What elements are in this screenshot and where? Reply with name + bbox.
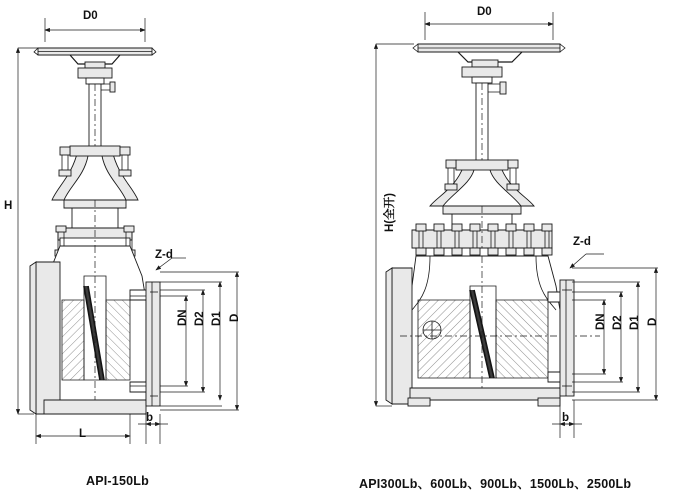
left-label-d: D: [229, 313, 241, 322]
right-label-d0: D0: [477, 6, 492, 18]
right-label-b: b: [562, 412, 570, 424]
left-stem-assembly: [78, 68, 115, 150]
right-stem-assembly: [462, 67, 506, 165]
left-label-d0: D0: [83, 10, 98, 22]
left-label-d2: D2: [194, 311, 206, 326]
right-label-h: H(全开): [384, 193, 396, 232]
right-label-d: D: [647, 317, 659, 326]
left-valve-body: [30, 246, 146, 414]
right-zd-leader: [570, 254, 604, 268]
right-bore-dimensions: [572, 268, 658, 400]
left-label-l: L: [79, 428, 87, 440]
right-valve-group: [376, 12, 658, 438]
right-label-d2: D2: [612, 315, 624, 330]
right-label-dn: DN: [595, 313, 607, 330]
right-label-d1: D1: [629, 315, 641, 330]
right-handwheel: [413, 44, 565, 67]
left-label-b: b: [146, 412, 154, 424]
right-bonnet: [412, 206, 552, 255]
left-label-h: H: [4, 200, 13, 212]
right-label-zd: Z-d: [573, 236, 591, 248]
left-bore-dimensions: [160, 272, 239, 410]
left-label-d1: D1: [211, 311, 223, 326]
left-handwheel: [34, 48, 156, 68]
left-label-dn: DN: [177, 309, 189, 326]
left-label-zd: Z-d: [155, 249, 173, 261]
right-figure-caption: API300Lb、600Lb、900Lb、1500Lb、2500Lb: [359, 477, 632, 491]
left-valve-group: [18, 18, 239, 444]
left-figure-caption: API-150Lb: [86, 474, 149, 488]
